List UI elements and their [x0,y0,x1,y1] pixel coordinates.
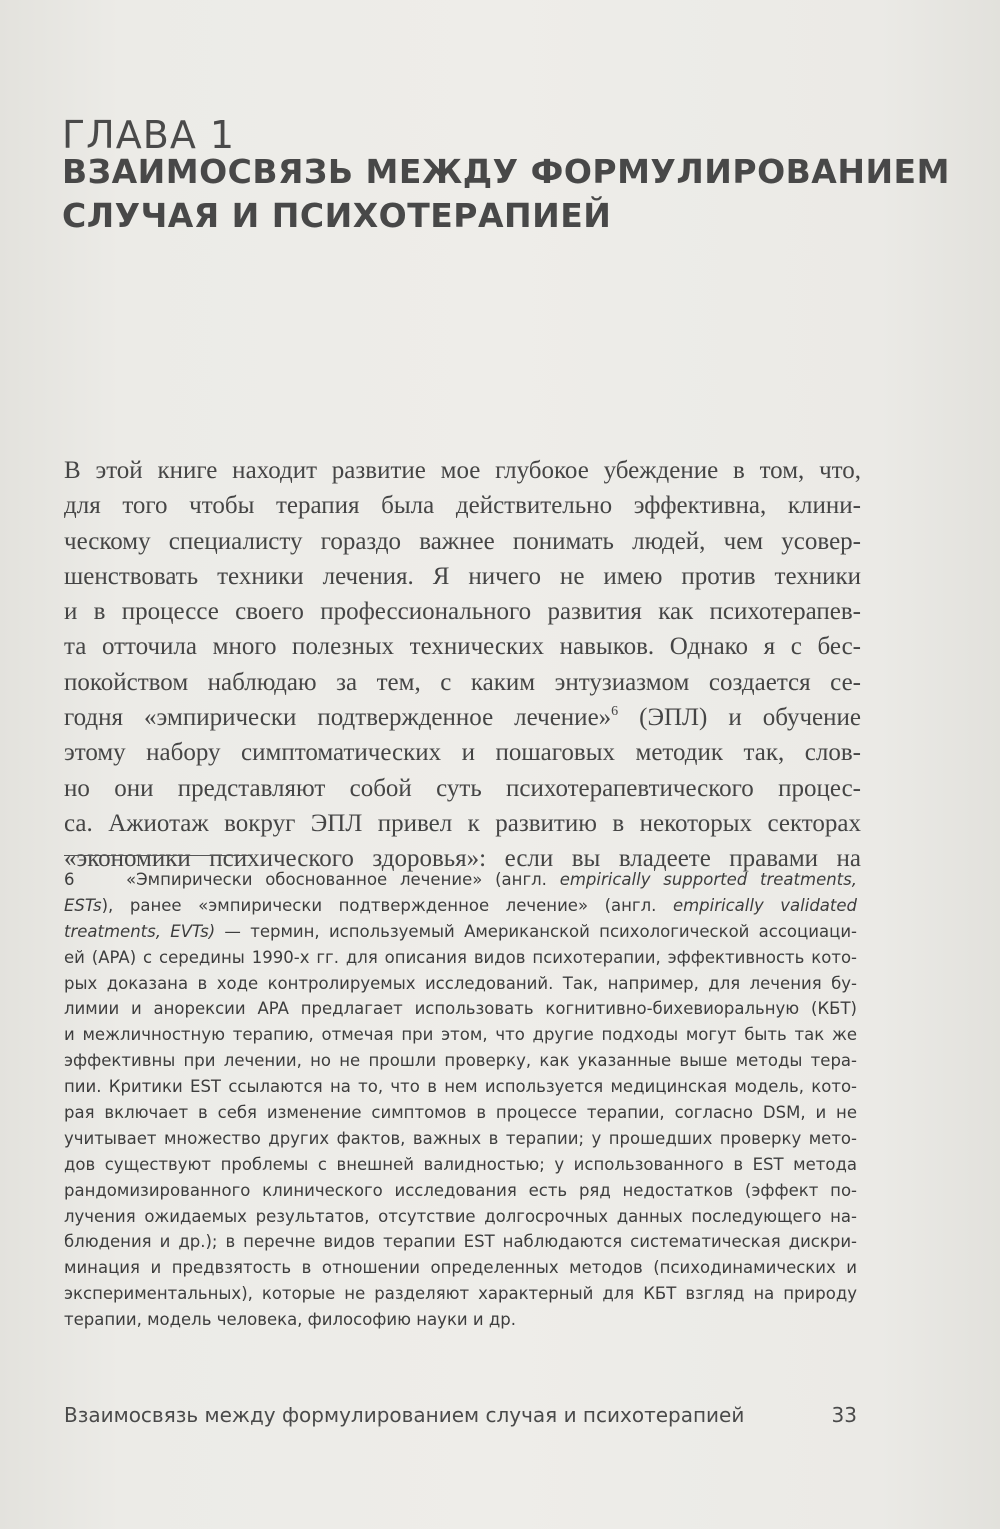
chapter-label: ГЛАВА 1 [62,113,236,157]
body-line: но они представляют собой суть психотерапевтического процес- [64,774,861,802]
footnote-line: лимии и анорексии APA предлагает использовать когнитивно-бихевиоральную (КБТ) [64,999,857,1019]
footnote-line: дов существуют проблемы с внешней валидностью; у использованного в EST метода [64,1154,857,1174]
running-footer-title: Взаимосвязь между формулированием случая и психотерапией [64,1403,745,1427]
footnote-line: рая включает в себя изменение симптомов в процессе терапии, согласно DSM, и не [64,1103,857,1123]
footnote-line: эффективны при лечении, но не прошли проверку, как указанные выше методы тера- [64,1051,857,1071]
chapter-title-line: СЛУЧАЯ И ПСИХОТЕРАПИЕЙ [62,196,612,235]
body-line: шенствовать техники лечения. Я ничего не имею против техники [64,562,861,590]
footnote-number: 6 [64,870,75,889]
footnote-text: ), ранее «эмпирически подтвержденное лечение» (англ. [101,895,673,915]
footnote-line: рандомизированного клинического исследования есть ряд недостатков (эффект по- [64,1180,857,1200]
body-line: В этой книге находит развитие мое глубокое убеждение в том, что, [64,457,861,484]
footnote-line: блюдения и др.); в перечне видов терапии EST наблюдаются систематическая дискри- [64,1232,857,1252]
footnote-line [64,893,857,919]
body-line: покойством наблюдаю за тем, с каким энтузиазмом создается се- [64,668,861,696]
chapter-title-line: ВЗАИМОСВЯЗЬ МЕЖДУ ФОРМУЛИРОВАНИЕМ [62,152,950,191]
footnote-divider [64,855,250,856]
body-line: ческому специалисту гораздо важнее понимать людей, чем усовер- [64,527,861,555]
footnote-term: empirically supported treatments, [559,870,857,889]
body-line: для того чтобы терапия была действительно эффективна, клини- [64,492,861,520]
footnote-text: — термин, используемый Американской психологической ассоциаци- [215,921,857,941]
body-text-segment: (ЭПЛ) и обучение [618,704,861,732]
footnote-line [64,867,857,893]
footnote-line: рых доказана в ходе контролируемых исследований. Так, например, для лечения бу- [64,973,857,993]
body-line: «экономики психического здоровья»: если вы владеете правами на [64,845,861,873]
footnote-term: empirically validated [672,895,857,915]
body-line: и в процессе своего профессионального развития как психотерапев- [64,598,861,626]
footnote [64,867,857,1333]
page-number: 33 [831,1403,857,1427]
body-line: са. Ажиотаж вокруг ЭПЛ привел к развитию в некоторых секторах [64,809,861,837]
footnote-term: treatments, EVTs) [64,921,216,941]
footnote-text: «Эмпирически обоснованное лечение» (англ. [126,870,560,889]
footnote-line: лучения ожидаемых результатов, отсутствие долгосрочных данных последующего на- [64,1206,857,1226]
body-line: та отточила много полезных технических навыков. Однако я с бес- [64,633,861,661]
footnote-line: и межличностную терапию, отмечая при этом, что другие подходы могут быть так же [64,1025,857,1045]
footnote-line: терапии, модель человека, философию науки и др. [64,1310,516,1330]
footnote-line: учитывает множество других фактов, важных в терапии; у прошедших проверку мето- [64,1128,857,1148]
footnote-line [64,919,857,945]
body-text-segment: годня «эмпирически подтвержденное лечение» [64,704,612,732]
footnote-line: экспериментальных), которые не разделяют характерный для КБТ взгляд на природу [64,1284,857,1304]
body-line-with-footnote [64,700,861,735]
footnote-term: ESTs [64,895,102,915]
footnote-line: ей (APA) с середины 1990-х гг. для описания видов психотерапии, эффективность кото- [64,947,857,967]
chapter-title [62,150,962,238]
body-paragraph [64,453,861,877]
footnote-reference[interactable]: 6 [611,704,619,720]
body-line: этому набору симптоматических и пошаговых методик так, слов- [64,739,861,767]
footnote-line: минация и предвзятость в отношении определенных методов (психодинамических и [64,1258,857,1278]
footnote-line: пии. Критики EST ссылаются на то, что в нем используется медицинская модель, кото- [64,1077,857,1097]
